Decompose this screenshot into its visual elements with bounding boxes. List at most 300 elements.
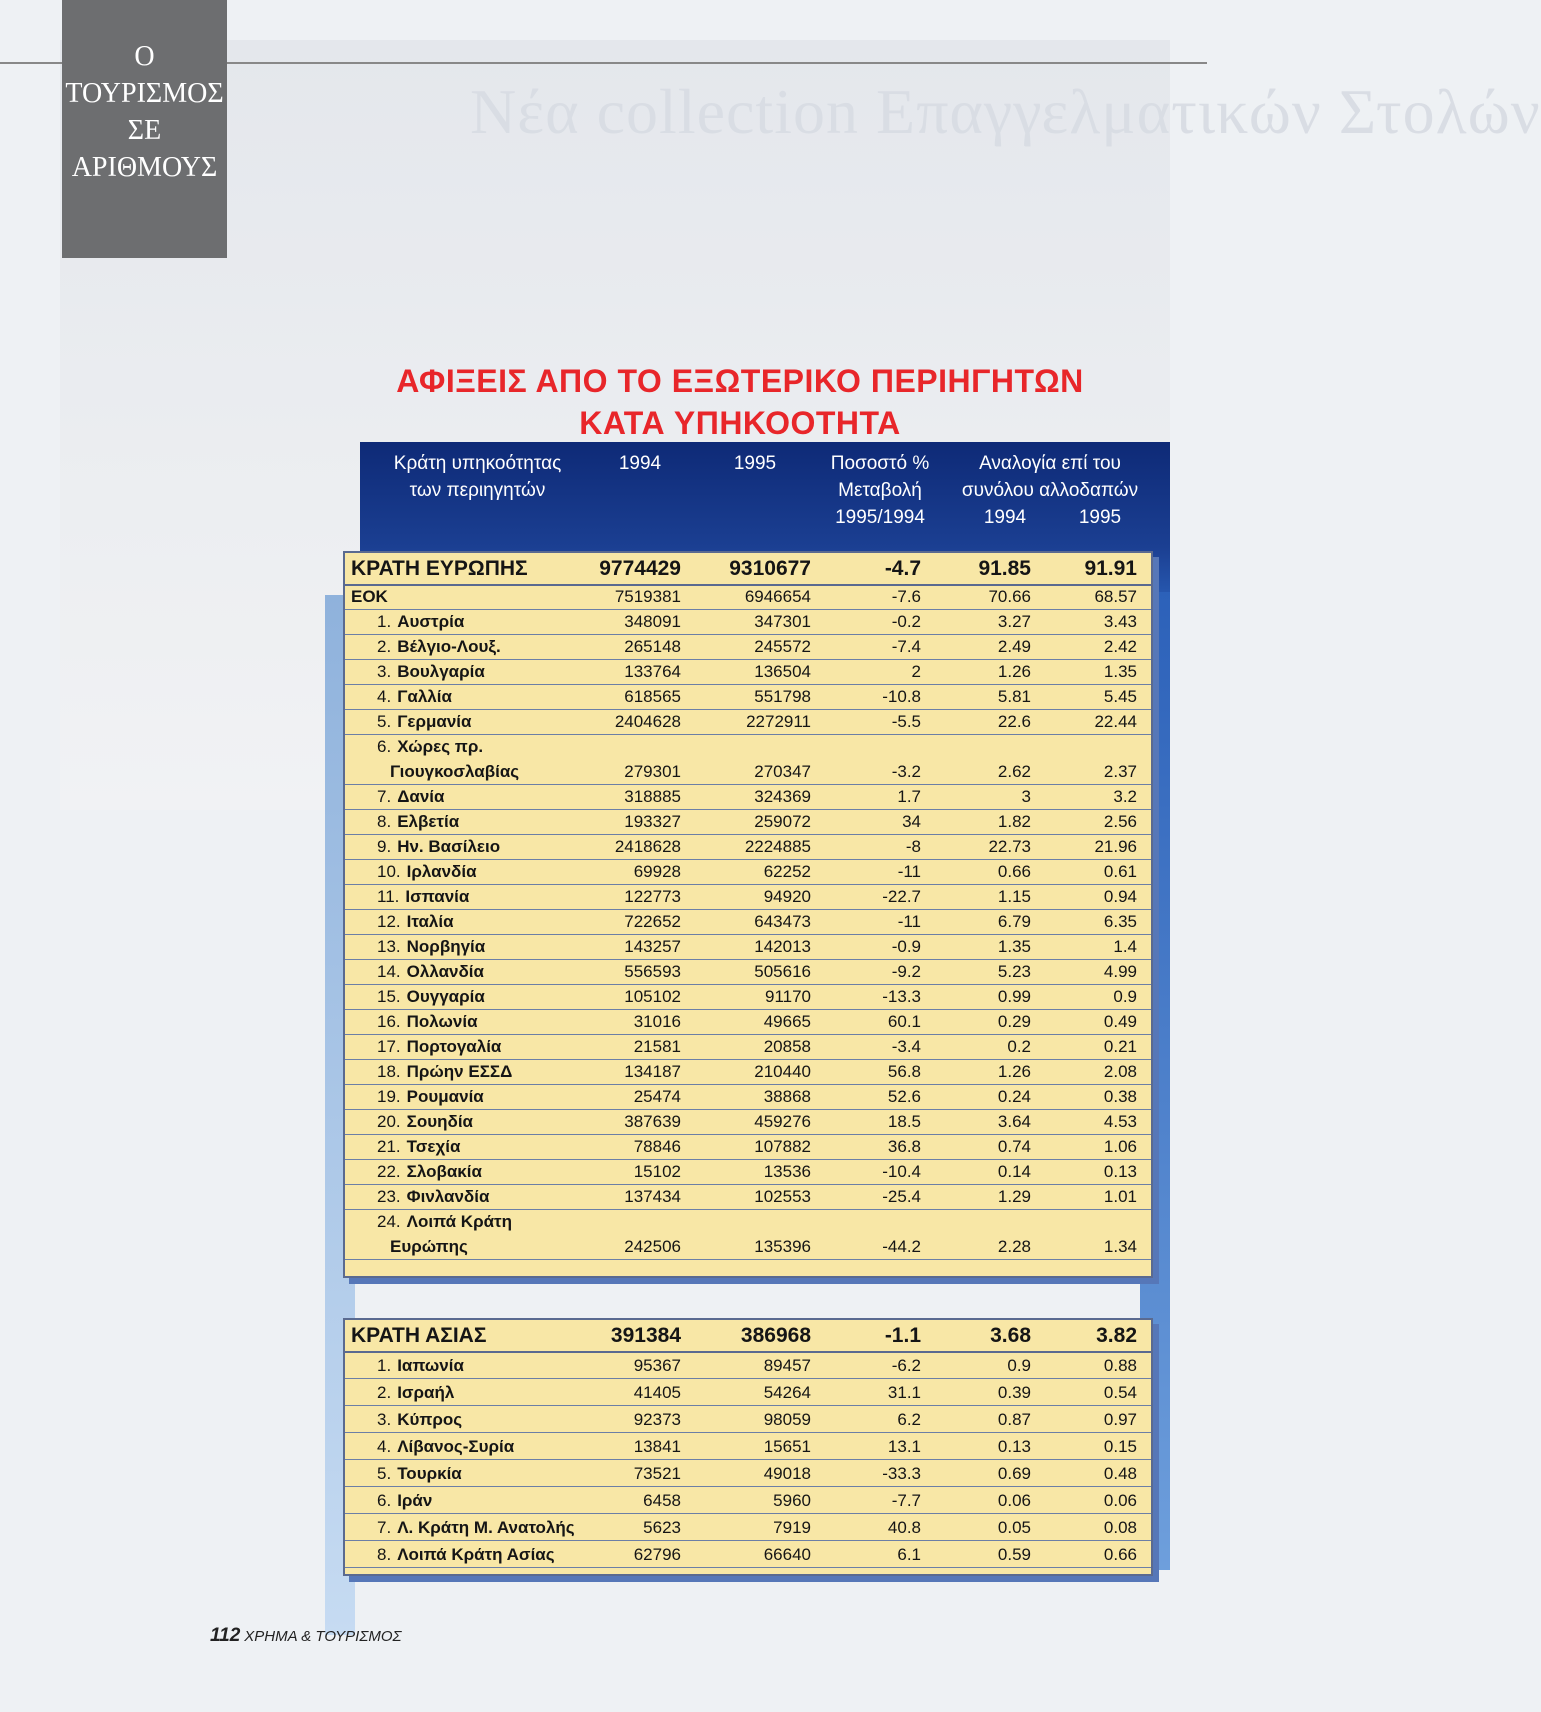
value-1995: 94920 (763, 887, 811, 906)
value-1994: 62796 (633, 1545, 681, 1564)
value-share-1994: 0.05 (997, 1518, 1031, 1537)
country-name (351, 609, 581, 634)
value-share-1995: 0.66 (1103, 1545, 1137, 1564)
value-1994: 143257 (624, 937, 681, 956)
value-change: -33.3 (882, 1464, 921, 1483)
value-share-1995: 2.08 (1103, 1062, 1137, 1081)
country-label: Λ. Κράτη Μ. Ανατολής (397, 1518, 575, 1537)
row-number: 9. (377, 837, 392, 856)
value-share-1995: 2.37 (1103, 762, 1137, 781)
value-1995: 107882 (754, 1137, 811, 1156)
value-1995: 62252 (763, 862, 811, 881)
value-1995: 643473 (754, 912, 811, 931)
value-1994: 348091 (624, 612, 681, 631)
table-row (345, 659, 1151, 685)
value-share-1994: 3 (1021, 787, 1031, 806)
country-label-continued: Γιουγκοσλαβίας (390, 762, 520, 781)
value-share-1995: 2.42 (1103, 637, 1137, 656)
value-1994: 391384 (610, 1324, 681, 1347)
row-number: 20. (377, 1112, 401, 1131)
value-share-1995: 0.61 (1103, 862, 1137, 881)
section-line: ΤΟΥΡΙΣΜΟΣ (65, 78, 224, 109)
country-name (351, 984, 581, 1009)
value-share-1994: 5.23 (997, 962, 1031, 981)
table-row (345, 1486, 1151, 1514)
value-share-1995: 3.82 (1096, 1324, 1137, 1347)
value-change: 40.8 (887, 1518, 921, 1537)
table-row (345, 1159, 1151, 1185)
country-name (351, 1405, 581, 1432)
row-number: 1. (377, 1356, 392, 1375)
value-change: 34 (902, 812, 921, 831)
value-change: 6.1 (897, 1545, 921, 1564)
value-1995: 505616 (754, 962, 811, 981)
value-1994: 78846 (633, 1137, 681, 1156)
country-name (351, 1084, 581, 1109)
value-1994: 25474 (633, 1087, 681, 1106)
value-1994: 2418628 (614, 837, 681, 856)
value-share-1995: 1.01 (1103, 1187, 1137, 1206)
value-change: 1.7 (897, 787, 921, 806)
value-share-1995: 6.35 (1103, 912, 1137, 931)
value-change: -44.2 (882, 1237, 921, 1256)
country-label-continued: Ευρώπης (390, 1237, 468, 1256)
background-ad-text: Νέα collection Επαγγελματικών Στολών (470, 76, 1541, 147)
row-number: 18. (377, 1062, 401, 1081)
row-number: 7. (377, 787, 392, 806)
value-change: -8 (905, 837, 921, 856)
value-share-1994: 2.28 (997, 1237, 1031, 1256)
table-row (345, 1405, 1151, 1433)
header-country: Κράτη υπηκοότητας των περιηγητών (393, 453, 562, 501)
country-label: Ολλανδία (406, 962, 484, 981)
section-line: ΑΡΙΘΜΟΥΣ (71, 152, 218, 183)
value-share-1995: 4.99 (1103, 962, 1137, 981)
value-1995: 91170 (764, 987, 811, 1006)
total-row (345, 553, 1151, 586)
table-row (345, 684, 1151, 710)
value-1995: 142013 (754, 937, 811, 956)
country-label: Σουηδία (406, 1112, 473, 1131)
value-1994: 556593 (624, 962, 681, 981)
country-name: ΚΡΑΤΗ ΑΣΙΑΣ (351, 1324, 487, 1347)
value-1994: 318885 (624, 787, 681, 806)
value-1994: 122773 (624, 887, 681, 906)
table-row (345, 734, 1151, 785)
country-name (351, 909, 581, 934)
row-number: 11. (377, 887, 400, 906)
value-share-1995: 5.45 (1103, 687, 1137, 706)
value-1995: 135396 (754, 1237, 811, 1256)
table-row (345, 959, 1151, 985)
value-1995: 7919 (773, 1518, 811, 1537)
value-change: 36.8 (887, 1137, 921, 1156)
value-share-1994: 1.29 (997, 1187, 1031, 1206)
table-row (345, 859, 1151, 885)
row-number: 5. (377, 1464, 392, 1483)
value-share-1994: 6.79 (997, 912, 1031, 931)
value-share-1995: 0.97 (1103, 1410, 1137, 1429)
country-label: Βέλγιο-Λουξ. (397, 637, 501, 656)
country-name (351, 634, 581, 659)
value-change: 13.1 (887, 1437, 921, 1456)
value-change: 2 (911, 662, 921, 681)
value-1995: 49018 (763, 1464, 811, 1483)
header-change: Ποσοστό % Μεταβολή 1995/1994 (830, 453, 930, 528)
country-name (351, 934, 581, 959)
country-label: Ιράν (397, 1491, 433, 1510)
table-row (345, 1009, 1151, 1035)
value-share-1995: 1.35 (1103, 662, 1137, 681)
value-share-1994: 0.06 (997, 1491, 1031, 1510)
country-label: Νορβηγία (406, 937, 486, 956)
country-label: Τουρκία (397, 1464, 462, 1483)
value-change: -10.4 (882, 1162, 921, 1181)
table-row (345, 584, 1151, 610)
value-1995: 38868 (763, 1087, 811, 1106)
value-share-1994: 1.26 (997, 662, 1031, 681)
country-name (351, 1459, 581, 1486)
value-1994: 387639 (624, 1112, 681, 1131)
value-1995: 98059 (763, 1410, 811, 1429)
country-name (351, 709, 581, 734)
value-1994: 133764 (624, 662, 681, 681)
country-name (351, 1059, 581, 1084)
value-1994: 137434 (624, 1187, 681, 1206)
country-name (351, 959, 581, 984)
table-row (345, 1209, 1151, 1260)
section-line: ΣΕ (127, 115, 162, 146)
country-name (351, 884, 581, 909)
country-label: Χώρες πρ. (397, 737, 484, 756)
value-change: -10.8 (882, 687, 921, 706)
country-name: ΕΟΚ (351, 587, 388, 606)
table-row (345, 1109, 1151, 1135)
country-name (351, 1009, 581, 1034)
value-share-1994: 3.27 (997, 612, 1031, 631)
row-number: 4. (377, 687, 392, 706)
value-change: 6.2 (897, 1410, 921, 1429)
country-name (351, 1184, 581, 1209)
table-row (345, 909, 1151, 935)
header-1994: 1994 (618, 453, 662, 474)
value-change: 18.5 (887, 1112, 921, 1131)
value-1994: 2404628 (614, 712, 681, 731)
header-1995: 1995 (733, 453, 777, 474)
value-share-1995: 0.49 (1103, 1012, 1137, 1031)
value-1994: 15102 (633, 1162, 681, 1181)
row-number: 19. (377, 1087, 401, 1106)
value-1994: 242506 (624, 1237, 681, 1256)
asia-table (343, 1318, 1153, 1576)
country-name (351, 734, 581, 759)
value-share-1994: 0.69 (997, 1464, 1031, 1483)
value-share-1994: 5.81 (997, 687, 1031, 706)
table-row (345, 1059, 1151, 1085)
country-label: Κύπρος (397, 1410, 463, 1429)
value-change: -5.5 (891, 712, 921, 731)
value-change: -22.7 (882, 887, 921, 906)
value-share-1995: 1.34 (1103, 1237, 1137, 1256)
value-1994: 69928 (633, 862, 681, 881)
value-share-1994: 0.14 (997, 1162, 1031, 1181)
row-number: 13. (377, 937, 401, 956)
value-share-1995: 0.48 (1103, 1464, 1137, 1483)
country-label: Ιρλανδία (406, 862, 477, 881)
header-share-1995: 1995 (1078, 507, 1122, 528)
country-label: Φινλανδία (406, 1187, 490, 1206)
value-share-1995: 0.21 (1103, 1037, 1137, 1056)
value-share-1994: 22.73 (988, 837, 1031, 856)
value-change: -4.7 (884, 557, 921, 580)
country-label: Ελβετία (397, 812, 460, 831)
value-change: -6.2 (891, 1356, 921, 1375)
value-change: 52.6 (887, 1087, 921, 1106)
row-number: 2. (377, 1383, 392, 1402)
page-number: 112 (210, 1625, 241, 1646)
value-1995: 49665 (763, 1012, 811, 1031)
value-share-1994: 0.39 (997, 1383, 1031, 1402)
table-row (345, 1134, 1151, 1160)
table-row (345, 709, 1151, 735)
country-label: Πορτογαλία (406, 1037, 502, 1056)
value-share-1995: 4.53 (1103, 1112, 1137, 1131)
country-name (351, 1432, 581, 1459)
value-1995: 9310677 (729, 557, 811, 580)
country-label: Ισπανία (405, 887, 470, 906)
value-change: -7.6 (891, 587, 921, 606)
value-share-1994: 1.15 (997, 887, 1031, 906)
value-change: -11 (897, 912, 921, 931)
value-change: -25.4 (882, 1187, 921, 1206)
value-share-1994: 0.9 (1007, 1356, 1031, 1375)
country-name (351, 1378, 581, 1405)
row-number: 15. (377, 987, 401, 1006)
country-label: Πρώην ΕΣΣΔ (406, 1062, 513, 1081)
table-row (345, 934, 1151, 960)
value-share-1995: 1.06 (1103, 1137, 1137, 1156)
table-row (345, 1513, 1151, 1541)
value-share-1994: 2.62 (997, 762, 1031, 781)
country-name: ΚΡΑΤΗ ΕΥΡΩΠΗΣ (351, 557, 528, 580)
value-change: -11 (897, 862, 921, 881)
value-1995: 54264 (763, 1383, 811, 1402)
value-share-1995: 0.54 (1103, 1383, 1137, 1402)
value-1995: 459276 (754, 1112, 811, 1131)
country-name (351, 834, 581, 859)
value-1995: 89457 (763, 1356, 811, 1375)
row-number: 2. (377, 637, 392, 656)
value-share-1995: 0.06 (1103, 1491, 1137, 1510)
value-share-1995: 3.2 (1113, 787, 1137, 806)
country-name (351, 784, 581, 809)
value-change: 60.1 (887, 1012, 921, 1031)
row-number: 8. (377, 1545, 392, 1564)
value-1994: 13841 (633, 1437, 681, 1456)
value-1995: 102553 (754, 1187, 811, 1206)
title-line-1: ΑΦΙΞΕΙΣ ΑΠΟ ΤΟ ΕΞΩΤΕΡΙΚΟ ΠΕΡΙΗΓΗΤΩΝ (396, 363, 1084, 399)
table-row (345, 1084, 1151, 1110)
country-name (351, 859, 581, 884)
country-name (351, 1540, 581, 1567)
country-label: Σλοβακία (406, 1162, 482, 1181)
value-1994: 265148 (624, 637, 681, 656)
value-1994: 105102 (624, 987, 681, 1006)
value-share-1995: 68.57 (1094, 587, 1137, 606)
value-1994: 9774429 (599, 557, 681, 580)
value-1995: 210440 (754, 1062, 811, 1081)
value-share-1995: 0.38 (1103, 1087, 1137, 1106)
value-share-1995: 3.43 (1103, 612, 1137, 631)
value-share-1994: 0.66 (997, 862, 1031, 881)
country-label: Βουλγαρία (397, 662, 485, 681)
total-row (345, 1320, 1151, 1353)
table-row (345, 884, 1151, 910)
value-1995: 20858 (763, 1037, 811, 1056)
country-name (351, 809, 581, 834)
value-share-1994: 0.13 (997, 1437, 1031, 1456)
page-title (350, 360, 1130, 444)
value-1995: 270347 (754, 762, 811, 781)
row-number: 3. (377, 662, 392, 681)
value-share-1995: 0.08 (1103, 1518, 1137, 1537)
table-row (345, 984, 1151, 1010)
value-change: -0.2 (891, 612, 921, 631)
row-number: 14. (377, 962, 401, 981)
value-1994: 21581 (633, 1037, 681, 1056)
country-name (351, 1159, 581, 1184)
value-change: -3.2 (891, 762, 921, 781)
country-label: Λίβανος-Συρία (397, 1437, 515, 1456)
row-number: 12. (377, 912, 401, 931)
value-1995: 2272911 (746, 712, 811, 731)
value-1995: 347301 (754, 612, 811, 631)
value-change: 31.1 (887, 1383, 921, 1402)
value-1995: 551798 (754, 687, 811, 706)
country-name (351, 1134, 581, 1159)
value-1995: 245572 (754, 637, 811, 656)
value-1994: 7519381 (614, 587, 681, 606)
country-name (351, 1209, 581, 1234)
value-share-1994: 2.49 (997, 637, 1031, 656)
country-label: Γαλλία (397, 687, 452, 706)
country-label: Δανία (397, 787, 445, 806)
value-share-1994: 0.29 (997, 1012, 1031, 1031)
value-change: -9.2 (891, 962, 921, 981)
value-1995: 15651 (763, 1437, 811, 1456)
value-1994: 31016 (633, 1012, 681, 1031)
row-number: 24. (377, 1212, 401, 1231)
value-1994: 279301 (624, 762, 681, 781)
value-change: -7.7 (891, 1491, 921, 1510)
row-number: 10. (377, 862, 401, 881)
value-1995: 5960 (773, 1491, 811, 1510)
value-1995: 13536 (763, 1162, 811, 1181)
value-share-1995: 0.94 (1103, 887, 1137, 906)
value-share-1994: 0.87 (997, 1410, 1031, 1429)
country-name (351, 1486, 581, 1513)
table-row (345, 1432, 1151, 1460)
table-row (345, 634, 1151, 660)
table-row (345, 609, 1151, 635)
header-share: Αναλογία επί του συνόλου αλλοδαπών (961, 453, 1139, 501)
value-change: -13.3 (882, 987, 921, 1006)
value-1994: 618565 (624, 687, 681, 706)
country-label: Αυστρία (397, 612, 465, 631)
title-line-2: ΚΑΤΑ ΥΠΗΚΟΟΤΗΤΑ (579, 405, 901, 441)
row-number: 5. (377, 712, 392, 731)
value-share-1995: 21.96 (1094, 837, 1137, 856)
value-1994: 6458 (643, 1491, 681, 1510)
value-share-1994: 1.82 (997, 812, 1031, 831)
country-label: Ρουμανία (406, 1087, 484, 1106)
table-row (345, 834, 1151, 860)
row-number: 6. (377, 1491, 392, 1510)
value-share-1994: 22.6 (997, 712, 1031, 731)
country-label: Ιαπωνία (397, 1356, 464, 1375)
country-label: Γερμανία (397, 712, 472, 731)
value-1994: 41405 (633, 1383, 681, 1402)
country-label: Ουγγαρία (406, 987, 485, 1006)
country-name (351, 1109, 581, 1134)
value-1994: 95367 (633, 1356, 681, 1375)
table-row (345, 1459, 1151, 1487)
row-number: 23. (377, 1187, 401, 1206)
country-name (351, 1351, 581, 1378)
country-label: Τσεχία (406, 1137, 461, 1156)
value-share-1995: 0.88 (1103, 1356, 1137, 1375)
value-1995: 66640 (763, 1545, 811, 1564)
value-1994: 193327 (624, 812, 681, 831)
country-label: Λοιπά Κράτη (406, 1212, 513, 1231)
publication-name: ΧΡΗΜΑ & ΤΟΥΡΙΣΜΟΣ (244, 1628, 402, 1645)
country-label: Ην. Βασίλειο (397, 837, 501, 856)
value-share-1994: 0.59 (997, 1545, 1031, 1564)
value-share-1994: 3.68 (990, 1324, 1031, 1347)
value-1994: 92373 (633, 1410, 681, 1429)
country-label: Ιταλία (406, 912, 454, 931)
row-number: 3. (377, 1410, 392, 1429)
value-1995: 6946654 (744, 587, 811, 606)
value-share-1994: 0.99 (997, 987, 1031, 1006)
value-1995: 386968 (740, 1324, 811, 1347)
value-share-1995: 91.91 (1084, 557, 1137, 580)
country-name (351, 684, 581, 709)
page-footer (210, 1625, 402, 1647)
value-share-1995: 0.13 (1103, 1162, 1137, 1181)
value-change: -3.4 (891, 1037, 921, 1056)
table-row (345, 784, 1151, 810)
value-1994: 134187 (624, 1062, 681, 1081)
value-change: -1.1 (884, 1324, 921, 1347)
country-label: Λοιπά Κράτη Ασίας (397, 1545, 555, 1564)
europe-table (343, 551, 1153, 1278)
row-number: 7. (377, 1518, 392, 1537)
table-row (345, 1540, 1151, 1568)
value-share-1994: 0.2 (1007, 1037, 1031, 1056)
value-share-1995: 0.15 (1103, 1437, 1137, 1456)
value-change: -0.9 (891, 937, 921, 956)
row-number: 17. (377, 1037, 401, 1056)
row-number: 6. (377, 737, 392, 756)
country-label: Πολωνία (406, 1012, 478, 1031)
country-name (351, 1034, 581, 1059)
value-1995: 259072 (754, 812, 811, 831)
section-label (62, 0, 227, 258)
value-1994: 722652 (624, 912, 681, 931)
row-number: 1. (377, 612, 392, 631)
value-share-1994: 70.66 (988, 587, 1031, 606)
